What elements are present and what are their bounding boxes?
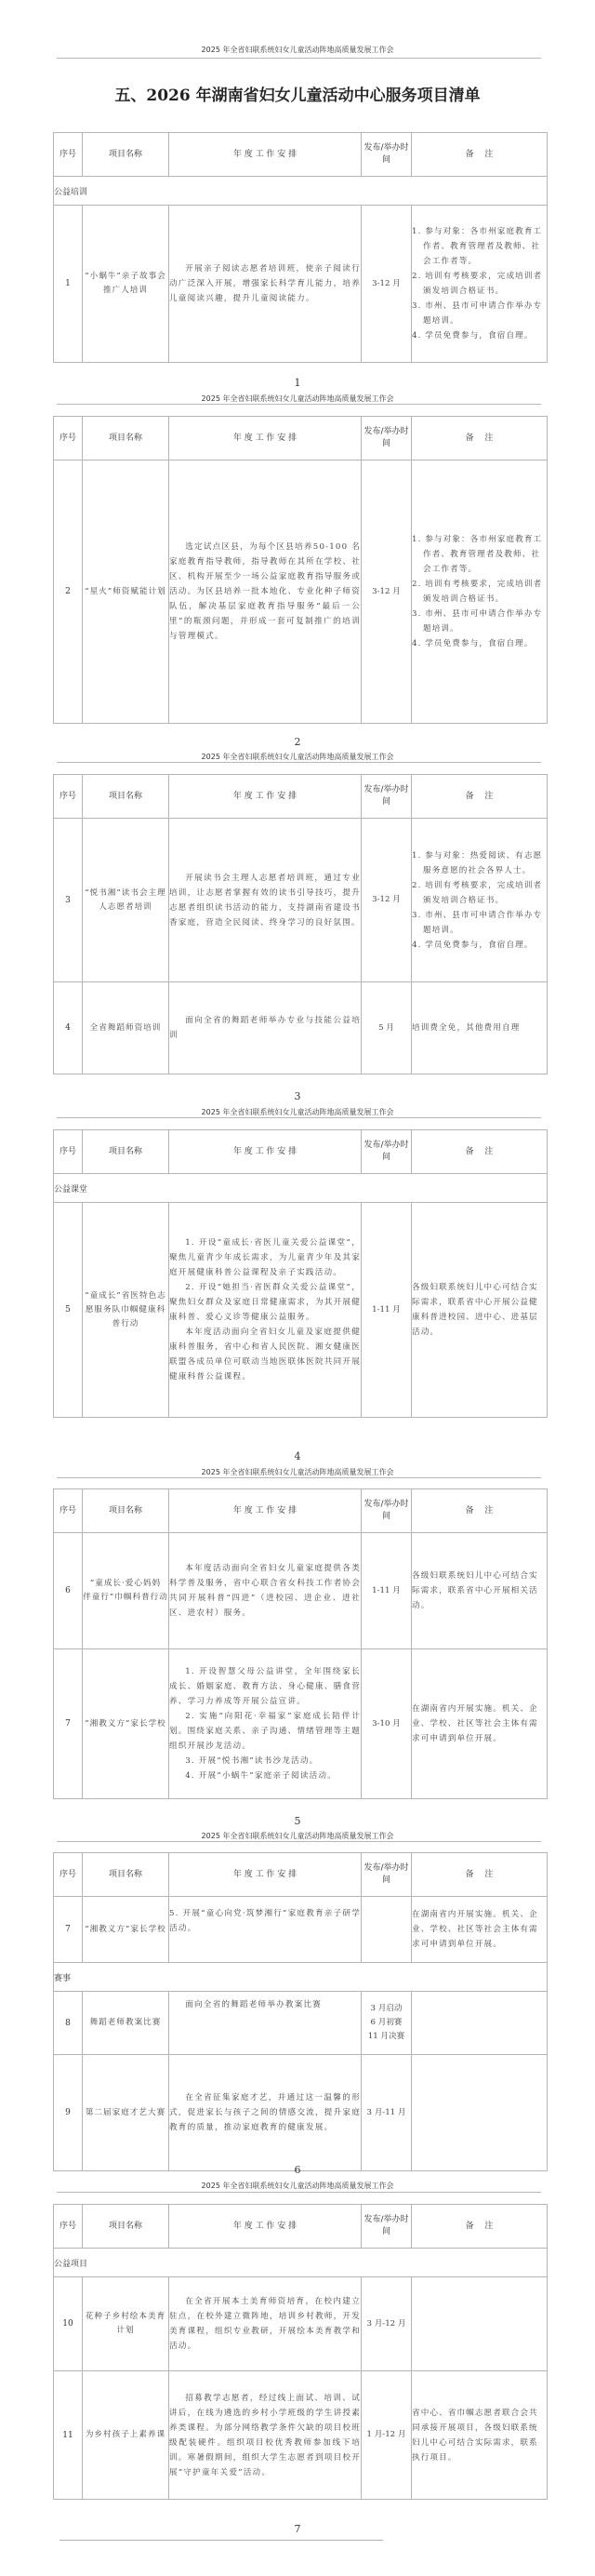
row-name: 舞蹈老师教案比赛 <box>83 1992 169 2055</box>
plan-paragraph: 3. 开展“悦书湘”读书沙龙活动。 <box>185 1756 319 1766</box>
time-line: 3 月启动 <box>370 2004 403 2013</box>
row-time: 3-12 月 <box>362 206 412 363</box>
row-note <box>412 982 548 1074</box>
col-plan: 年 度 工 作 安 排 <box>169 1130 362 1174</box>
col-note: 备 注 <box>412 1853 548 1897</box>
table-row <box>54 1649 548 1799</box>
row-plan <box>169 982 362 1074</box>
document-title: 五、2026 年湖南省妇女儿童活动中心服务项目清单 <box>114 87 481 105</box>
plan-paragraph: 招募教学志愿者，经过线上面试、培训、试讲后，在线为遴选的乡村小学班级的学生讲授素养类课程。为部分网络教学条件欠缺的项目校班级配装硬件。组织项目校优秀教师参加线下培训。寒暑假期间，组织大学生志愿者到项目校开展“守护童年关爱”活动。 <box>169 2393 361 2477</box>
table-header-row <box>54 775 548 819</box>
plan-paragraph: 面向全省的舞蹈老师举办教案比赛 <box>185 2000 323 2009</box>
row-name: “湘教义方”家长学校 <box>83 1649 169 1799</box>
plan-paragraph: 选定试点区县，为每个区县培养50-100 名家庭教育指导教师，指导教师在其所在学校、社区、机构开展至少一场公益家庭教育指导服务或活动。为区县培养一批本地化、专业化种子师资队伍，解决基层家庭教育指导服务“最后一公里”的瓶颈问题，并形成一套可复制推广的培训与管理模式。 <box>169 542 361 641</box>
row-name: “悦书湘”读书会主理人志愿者培训 <box>83 819 169 982</box>
row-name: 第二届家庭才艺大赛 <box>83 2055 169 2171</box>
row-seq: 10 <box>54 2277 83 2371</box>
col-plan: 年 度 工 作 安 排 <box>169 417 362 460</box>
row-time: 1-11 月 <box>362 1533 412 1649</box>
row-seq: 4 <box>54 982 83 1074</box>
note-text: 各级妇联系统妇儿中心可结合实际需求，联系省中心开展公益健康科普进校园、进中心、进基层活动。 <box>412 1283 538 1337</box>
page-number: 7 <box>294 2523 301 2535</box>
row-seq: 6 <box>54 1533 83 1649</box>
col-note: 备 注 <box>412 417 548 460</box>
row-time: 3-10 月 <box>362 1649 412 1799</box>
table-header-row <box>54 1489 548 1533</box>
header-rule <box>57 1477 541 1478</box>
plan-paragraph: 在全省开展本土美育师资培育，在校内建立驻点，在校外建立微阵地，培训乡村教师，开发美育课程，组织专业教研，开展绘本美育教学和活动。 <box>169 2297 361 2351</box>
plan-paragraph: 4. 开展“小蜗牛”家庭亲子阅读活动。 <box>185 1771 337 1781</box>
row-time: 1-11 月 <box>362 1203 412 1418</box>
col-name: 项目名称 <box>83 417 169 460</box>
col-plan: 年 度 工 作 安 排 <box>169 1853 362 1897</box>
col-seq: 序号 <box>54 417 83 460</box>
row-name: “小蜗牛”亲子故事会推广人培训 <box>83 206 169 363</box>
row-note <box>412 1897 548 1963</box>
col-note: 备 注 <box>412 2205 548 2249</box>
plan-paragraph: 1. 开设智慧父母公益讲堂，全年围绕家长成长、婚姻家庭、教育方法、身心健康、膳食营养、学习力养成等开展公益宣讲。 <box>169 1667 361 1706</box>
header-rule <box>57 762 541 763</box>
category-row <box>54 1963 548 1992</box>
col-seq: 序号 <box>54 133 83 177</box>
category-row <box>54 177 548 206</box>
project-table-page-3 <box>53 774 548 1074</box>
category-contest: 赛事 <box>54 1963 548 1992</box>
note-text: 各级妇联系统妇儿中心可结合实际需求，联系省中心开展相关活动。 <box>412 1571 538 1610</box>
plan-paragraph: 本年度活动面向全省妇女儿童及家庭提供健康科普服务，省中心和省人民医院、湘女健康医联盟各成员单位可联动当地医联体医院共同开展健康科普公益课程。 <box>169 1328 361 1381</box>
row-name: 花种子乡村绘本美育 计划 <box>83 2277 169 2371</box>
row-time: 3-12 月 <box>362 819 412 982</box>
row-time: 5 月 <box>362 982 412 1074</box>
plan-paragraph: 2. 实施“向阳花·幸福家”家庭成长陪伴计划。围绕家庭关系、亲子沟通、情绪管理等主题组织开展沙龙活动。 <box>169 1712 361 1751</box>
col-plan: 年 度 工 作 安 排 <box>169 2205 362 2249</box>
plan-paragraph: 2. 开设“她担当·省医群众关爱公益课堂”，聚焦妇女群众及家庭日常健康需求，为其开展健康科普、爱心义诊等健康公益服务。 <box>169 1283 361 1322</box>
row-time: 3 月-12 月 <box>362 2277 412 2371</box>
note-item: 1. 参与对象：热爱阅读、有志愿服务意愿的社会各界人士。 <box>412 850 543 875</box>
row-note <box>412 1992 548 2055</box>
page-number: 6 <box>294 2164 301 2176</box>
col-note: 备 注 <box>412 133 548 177</box>
running-header: 2025 年全省妇联系统妇女儿童活动阵地高质量发展工作会 <box>201 1468 394 1476</box>
note-item: 3. 市州、县市可申请合作举办专题培训。 <box>412 301 543 326</box>
note-text: 在湖南省内开展实施。机关、企业、学校、社区等社会主体有需求可申请到单位开展。 <box>412 1910 538 1949</box>
col-name: 项目名称 <box>83 775 169 819</box>
row-note <box>412 2371 548 2500</box>
plan-paragraph: 5. 开展“童心向党·筑梦湘行”家庭教育亲子研学活动。 <box>169 1909 361 1933</box>
row-note <box>412 1533 548 1649</box>
col-time: 发布/举办时间 <box>362 1853 412 1897</box>
col-seq: 序号 <box>54 2205 83 2249</box>
page-number: 3 <box>294 1090 301 1102</box>
table-header-row <box>54 1853 548 1897</box>
row-plan <box>169 1649 362 1799</box>
project-table-page-1 <box>53 132 548 363</box>
row-plan <box>169 1533 362 1649</box>
col-note: 备 注 <box>412 775 548 819</box>
running-header: 2025 年全省妇联系统妇女儿童活动阵地高质量发展工作会 <box>201 1832 394 1840</box>
row-note <box>412 460 548 724</box>
row-time: 3-12 月 <box>362 460 412 724</box>
note-item: 4. 学员免费参与，食宿自理。 <box>412 331 534 340</box>
plan-paragraph: 开展亲子阅读志愿者培训班，使亲子阅读行动广泛深入开展，增强家长科学育儿能力，培养儿童阅读兴趣，提升儿童阅读能力。 <box>169 264 361 303</box>
note-text: 省中心、省巾帼志愿者联合会共同承接开展项目，各级妇联系统妇儿中心可结合实际需求，联系执行项目。 <box>412 2408 538 2463</box>
category-row <box>54 2249 548 2277</box>
col-plan: 年 度 工 作 安 排 <box>169 1489 362 1533</box>
header-rule <box>57 1841 541 1842</box>
row-seq: 2 <box>54 460 83 724</box>
row-seq: 1 <box>54 206 83 363</box>
header-rule <box>57 58 541 59</box>
table-row <box>54 1203 548 1418</box>
page-number: 5 <box>294 1815 301 1827</box>
running-header: 2025 年全省妇联系统妇女儿童活动阵地高质量发展工作会 <box>201 753 394 761</box>
project-table-page-5 <box>53 1488 548 1799</box>
row-plan <box>169 2371 362 2500</box>
note-item: 2. 培训有考核要求，完成培训者颁发培训合格证书。 <box>412 272 543 296</box>
row-time <box>362 1992 412 2055</box>
table-header-row <box>54 1130 548 1174</box>
row-note <box>412 819 548 982</box>
note-text: 培训费全免，其他费用自理 <box>412 1023 521 1033</box>
row-note <box>412 206 548 363</box>
row-plan <box>169 1897 362 1963</box>
row-name: “童成长”省医特色志愿服务队巾帼健康科普行动 <box>83 1203 169 1418</box>
header-rule <box>57 2192 541 2193</box>
col-name: 项目名称 <box>83 1853 169 1897</box>
table-row <box>54 2277 548 2371</box>
row-note <box>412 2055 548 2171</box>
table-row <box>54 1897 548 1963</box>
table-row <box>54 1992 548 2055</box>
row-plan <box>169 2277 362 2371</box>
time-line: 6 月初赛 <box>370 2018 403 2027</box>
plan-paragraph: 1. 开设“童成长·省医儿童关爱公益课堂”，聚焦儿童青少年成长需求，为儿童青少年及其家庭开展健康科普公益课程及亲子实践活动。 <box>169 1238 361 1277</box>
page-number: 4 <box>294 1450 301 1462</box>
table-row <box>54 1533 548 1649</box>
note-item: 4. 学员免费参与，食宿自理。 <box>412 940 534 950</box>
note-item: 4. 学员免费参与，食宿自理。 <box>412 639 534 648</box>
row-seq: 7 <box>54 1897 83 1963</box>
row-name: 全省舞蹈师资培训 <box>83 982 169 1074</box>
plan-paragraph: 本年度活动面向全省妇女儿童家庭提供各类科学普及服务，省中心联合省女科技工作者协会共同开展科普“四进”（进校园、进企业、进社区、进农村）服务。 <box>169 1564 361 1618</box>
col-name: 项目名称 <box>83 2205 169 2249</box>
col-plan: 年 度 工 作 安 排 <box>169 775 362 819</box>
row-seq: 3 <box>54 819 83 982</box>
col-plan: 年 度 工 作 安 排 <box>169 133 362 177</box>
row-name: 为乡村孩子上素养课 <box>83 2371 169 2500</box>
col-time: 发布/举办时间 <box>362 417 412 460</box>
row-plan <box>169 1992 362 2055</box>
row-time <box>362 1897 412 1963</box>
table-row <box>54 460 548 724</box>
note-item: 3. 市州、县市可申请合作举办专题培训。 <box>412 910 543 935</box>
footer-rule <box>60 2540 383 2541</box>
note-item: 2. 培训有考核要求，完成培训者颁发培训合格证书。 <box>412 580 543 604</box>
plan-paragraph: 面向全省的舞蹈老师举办专业与技能公益培训 <box>169 1016 361 1040</box>
row-seq: 9 <box>54 2055 83 2171</box>
time-line: 11 月决赛 <box>367 2032 405 2041</box>
col-name: 项目名称 <box>83 1489 169 1533</box>
note-text: 在湖南省内开展实施。机关、企业、学校、社区等社会主体有需求可申请到单位开展。 <box>412 1704 538 1743</box>
col-time: 发布/举办时间 <box>362 1489 412 1533</box>
col-name: 项目名称 <box>83 133 169 177</box>
note-item: 1. 参与对象：各市州家庭教育工作者、教育管理者及教师、社会工作者等。 <box>412 535 543 574</box>
col-seq: 序号 <box>54 1130 83 1174</box>
col-time: 发布/举办时间 <box>362 133 412 177</box>
project-table-page-7 <box>53 2204 548 2500</box>
running-header: 2025 年全省妇联系统妇女儿童活动阵地高质量发展工作会 <box>201 394 394 403</box>
page-number: 2 <box>294 736 301 748</box>
col-time: 发布/举办时间 <box>362 775 412 819</box>
row-seq: 8 <box>54 1992 83 2055</box>
row-name: “湘教义方”家长学校 <box>83 1897 169 1963</box>
category-project: 公益项目 <box>54 2249 548 2277</box>
plan-paragraph: 在全省征集家庭才艺，并通过这一温馨的形式，促进家长与孩子之间的情感交流，提升家庭教育的质量，推动家庭教育的健康发展。 <box>169 2093 361 2132</box>
col-note: 备 注 <box>412 1130 548 1174</box>
col-time: 发布/举办时间 <box>362 2205 412 2249</box>
row-plan <box>169 1203 362 1418</box>
row-time: 3 月-11 月 <box>362 2055 412 2171</box>
category-row <box>54 1174 548 1203</box>
row-note <box>412 1203 548 1418</box>
table-header-row <box>54 2205 548 2249</box>
row-plan <box>169 460 362 724</box>
note-item: 2. 培训有考核要求，完成培训者颁发培训合格证书。 <box>412 880 543 905</box>
project-table-page-2 <box>53 416 548 724</box>
project-table-page-6 <box>53 1852 548 2171</box>
table-row <box>54 206 548 363</box>
running-header: 2025 年全省妇联系统妇女儿童活动阵地高质量发展工作会 <box>201 1108 394 1116</box>
running-header: 2025 年全省妇联系统妇女儿童活动阵地高质量发展工作会 <box>201 2182 394 2190</box>
row-note <box>412 1649 548 1799</box>
col-note: 备 注 <box>412 1489 548 1533</box>
col-seq: 序号 <box>54 775 83 819</box>
table-row <box>54 982 548 1074</box>
row-seq: 11 <box>54 2371 83 2500</box>
plan-paragraph: 开展读书会主理人志愿者培训班，通过专业培训，让志愿者掌握有效的读书引导技巧，提升志愿者组织读书活动的能力，支持湖南省建设书香家庭，营造全民阅读、终身学习的良好氛围。 <box>169 873 361 928</box>
table-row <box>54 819 548 982</box>
row-plan <box>169 819 362 982</box>
note-item: 3. 市州、县市可申请合作举办专题培训。 <box>412 609 543 634</box>
table-header-row <box>54 133 548 177</box>
page-number: 1 <box>294 377 301 389</box>
note-item: 1. 参与对象：各市州家庭教育工作者、教育管理者及教师、社会工作者等。 <box>412 227 543 266</box>
col-seq: 序号 <box>54 1853 83 1897</box>
table-row <box>54 2055 548 2171</box>
category-training: 公益培训 <box>54 177 548 206</box>
row-seq: 7 <box>54 1649 83 1799</box>
row-name: “童成长·爱心妈妈 伴童行”巾帼科普行动 <box>83 1533 169 1649</box>
col-name: 项目名称 <box>83 1130 169 1174</box>
header-rule <box>57 1117 541 1118</box>
category-classroom: 公益课堂 <box>54 1174 548 1203</box>
row-plan <box>169 2055 362 2171</box>
header-rule <box>57 404 541 405</box>
table-header-row <box>54 417 548 460</box>
row-name: “星火”师资赋能计划 <box>83 460 169 724</box>
row-plan <box>169 206 362 363</box>
row-time: 1 月-12 月 <box>362 2371 412 2500</box>
row-seq: 5 <box>54 1203 83 1418</box>
table-row <box>54 2371 548 2500</box>
col-time: 发布/举办时间 <box>362 1130 412 1174</box>
running-header: 2025 年全省妇联系统妇女儿童活动阵地高质量发展工作会 <box>201 46 394 54</box>
project-table-page-4 <box>53 1129 548 1418</box>
col-seq: 序号 <box>54 1489 83 1533</box>
row-note <box>412 2277 548 2371</box>
